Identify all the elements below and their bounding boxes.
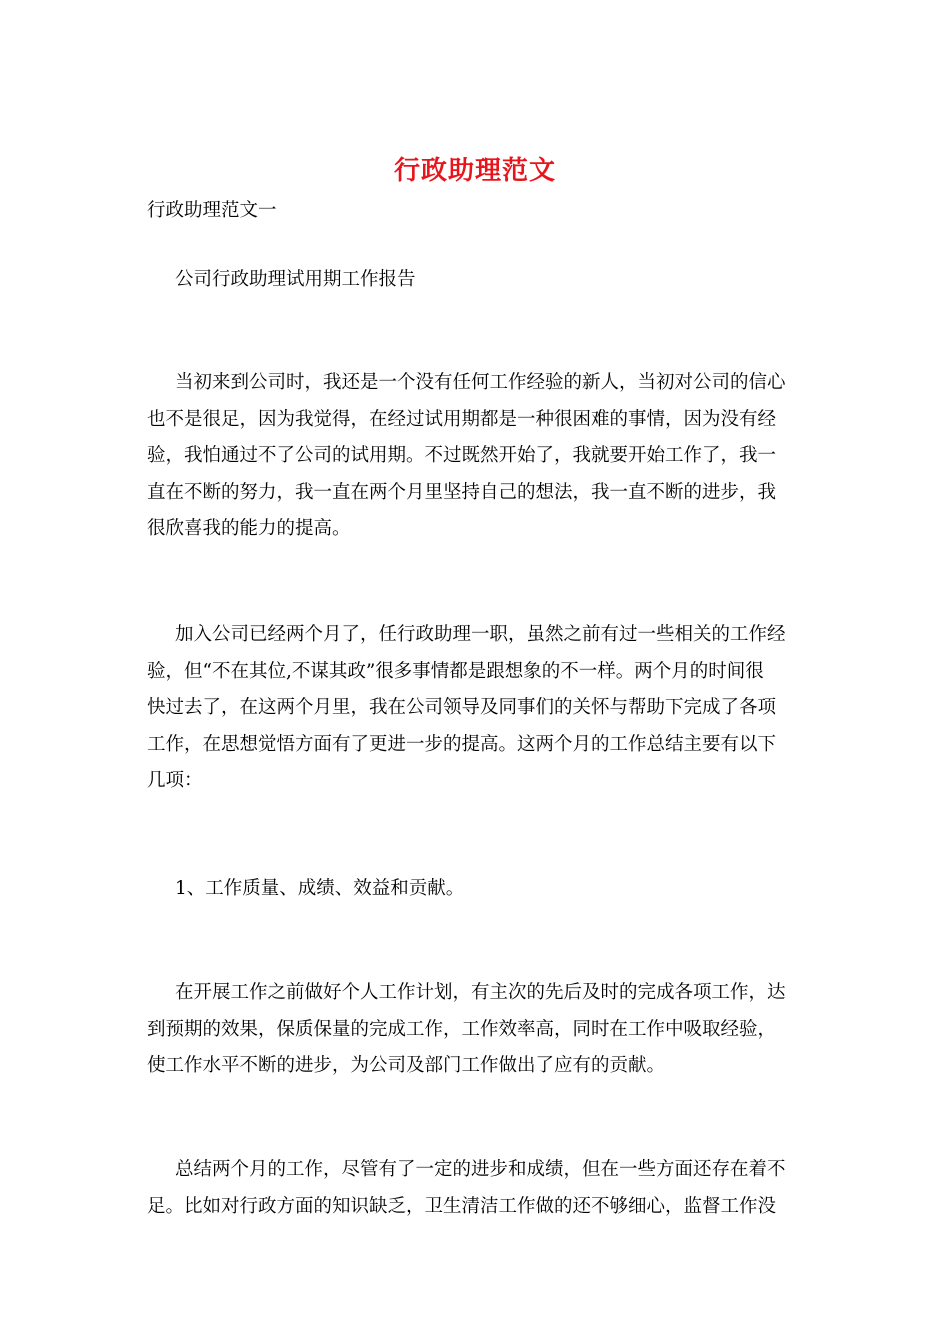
paragraph-line: 验，我怕通过不了公司的试用期。不过既然开始了，我就要开始工作了，我一 [147,445,777,466]
paragraph-line: 直在不断的努力，我一直在两个月里坚持自己的想法，我一直不断的进步，我 [147,481,777,503]
paragraph-line: 使工作水平不断的进步，为公司及部门工作做出了应有的贡献。 [147,1055,666,1076]
paragraph-line: 到预期的效果，保质保量的完成工作，工作效率高，同时在工作中吸取经验， [147,1018,777,1040]
paragraph-5 [147,1152,807,1225]
report-title [147,262,807,299]
paragraph-2 [147,617,807,800]
paragraph-line: 工作，在思想觉悟方面有了更进一步的提高。这两个月的工作总结主要有以下 [147,733,777,755]
paragraph-line: 验，但“不在其位,不谋其政”很多事情都是跟想象的不一样。两个月的时间很 [147,660,764,682]
paragraph-4 [147,975,807,1085]
paragraph-line: 快过去了，在这两个月里，我在公司领导及同事们的关怀与帮助下完成了各项 [147,697,777,718]
paragraph-line: 在开展工作之前做好个人工作计划，有主次的先后及时的完成各项工作，达 [175,982,786,1003]
paragraph-line: 总结两个月的工作，尽管有了一定的进步和成绩，但在一些方面还存在着不 [175,1159,786,1180]
report-title-text: 公司行政助理试用期工作报告 [175,269,416,290]
paragraph-line: 很欣喜我的能力的提高。 [147,518,351,539]
paragraph-line: 足。比如对行政方面的知识缺乏，卫生清洁工作做的还不够细心，监督工作没 [147,1195,777,1217]
paragraph-line: 1、工作质量、成绩、效益和贡献。 [175,878,465,899]
subtitle-text: 行政助理范文一 [147,200,277,221]
document-subtitle [147,193,807,230]
paragraph-line: 加入公司已经两个月了，任行政助理一职，虽然之前有过一些相关的工作经 [175,624,786,645]
paragraph-line: 几项： [147,770,203,791]
document-title: 行政助理范文 [393,156,556,186]
paragraph-3 [147,871,807,908]
paragraph-line: 当初来到公司时，我还是一个没有任何工作经验的新人，当初对公司的信心 [175,372,786,393]
paragraph-line: 也不是很足，因为我觉得，在经过试用期都是一种很困难的事情，因为没有经 [147,408,777,430]
paragraph-1 [147,365,807,548]
